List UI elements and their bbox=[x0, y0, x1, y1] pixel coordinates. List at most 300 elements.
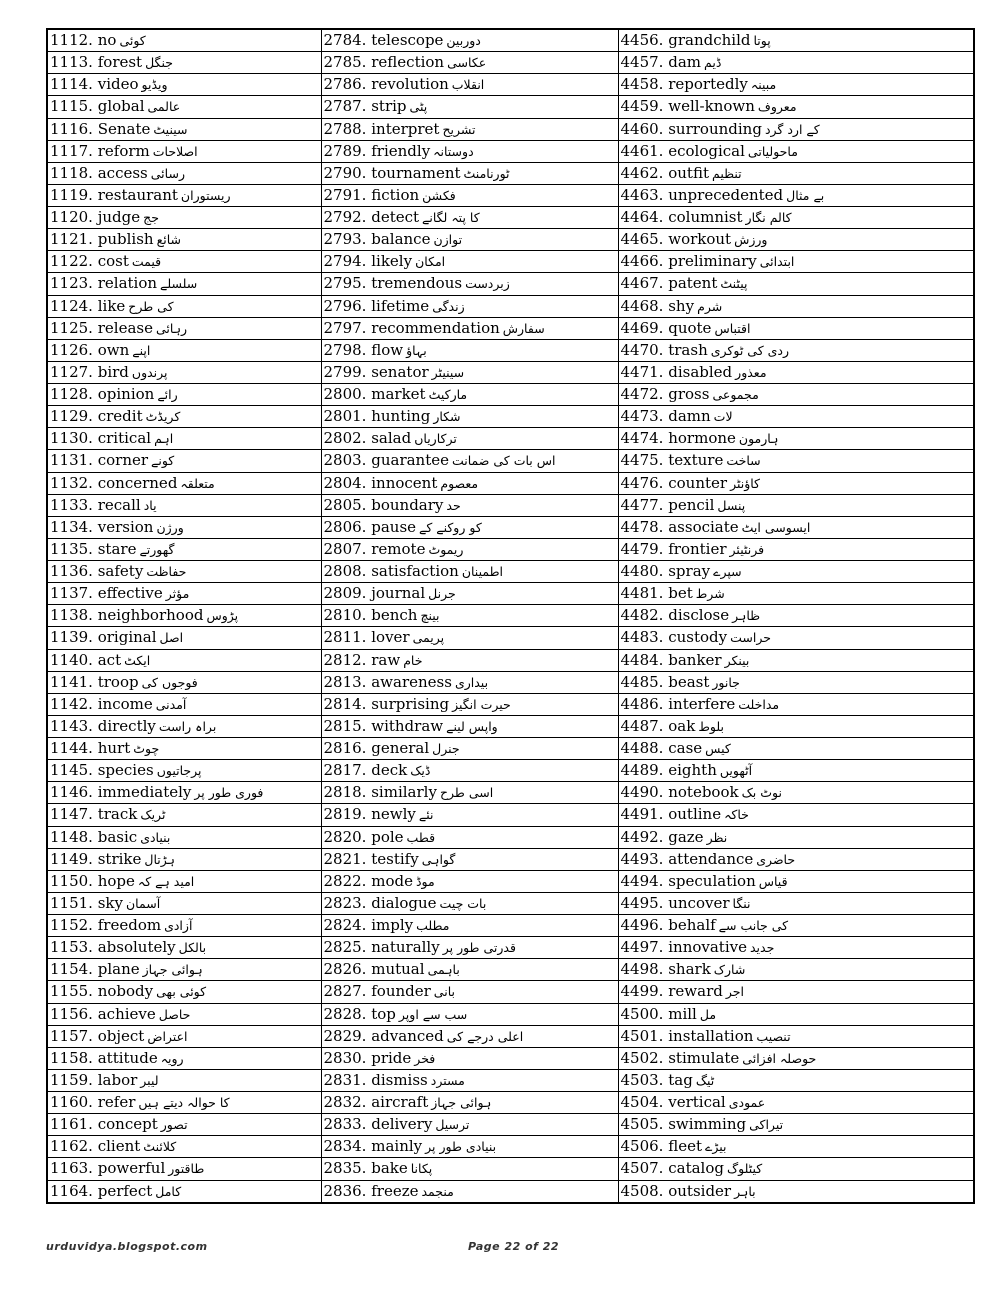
english-word: disclose bbox=[668, 606, 730, 625]
urdu-translation: کاؤنٹر bbox=[730, 475, 761, 491]
vocab-cell bbox=[321, 892, 618, 914]
urdu-translation: گھورتے bbox=[139, 541, 175, 557]
english-word: pride bbox=[371, 1048, 412, 1067]
vocab-cell bbox=[47, 339, 321, 361]
table-row bbox=[47, 959, 974, 981]
english-entry bbox=[50, 429, 151, 447]
urdu-translation: آمدنی bbox=[155, 696, 187, 712]
english-word: stare bbox=[97, 539, 137, 558]
vocab-cell bbox=[618, 937, 974, 959]
urdu-translation: ایکٹ bbox=[124, 652, 151, 668]
english-word: mill bbox=[668, 1004, 697, 1023]
english-entry bbox=[621, 142, 745, 160]
english-word: journal bbox=[371, 584, 426, 603]
english-entry bbox=[621, 31, 751, 49]
vocab-cell bbox=[321, 384, 618, 406]
entry-number: 2786. bbox=[323, 75, 367, 94]
urdu-translation: بنیادی bbox=[140, 829, 171, 845]
english-word: plane bbox=[97, 960, 140, 979]
entry-number: 4502. bbox=[620, 1048, 664, 1067]
vocab-cell bbox=[321, 848, 618, 870]
urdu-translation: دوستانہ bbox=[433, 143, 474, 159]
vocab-cell bbox=[618, 450, 974, 472]
english-entry bbox=[324, 31, 444, 49]
english-entry bbox=[324, 341, 404, 359]
english-word: safety bbox=[97, 562, 144, 581]
english-word: sky bbox=[97, 893, 123, 912]
entry-number: 2821. bbox=[323, 849, 367, 868]
english-entry bbox=[50, 695, 153, 713]
urdu-translation: منجمد bbox=[421, 1183, 454, 1199]
urdu-translation: عالمی bbox=[147, 99, 181, 115]
vocab-cell bbox=[321, 52, 618, 74]
entry-number: 2801. bbox=[323, 407, 367, 426]
english-entry bbox=[621, 1159, 724, 1177]
english-word: notebook bbox=[668, 783, 739, 802]
english-word: strike bbox=[97, 849, 142, 868]
english-word: version bbox=[97, 517, 154, 536]
urdu-translation: شارک bbox=[713, 962, 746, 978]
urdu-translation: کریڈٹ bbox=[145, 409, 181, 425]
english-word: pencil bbox=[668, 495, 715, 514]
entry-number: 2792. bbox=[323, 208, 367, 227]
entry-number: 4497. bbox=[620, 938, 664, 957]
english-word: Senate bbox=[97, 119, 151, 138]
urdu-translation: حاصل bbox=[158, 1006, 191, 1022]
entry-number: 1149. bbox=[50, 849, 93, 868]
entry-number: 4467. bbox=[620, 274, 664, 293]
vocab-cell bbox=[618, 826, 974, 848]
urdu-translation: کیٹلوگ bbox=[726, 1161, 763, 1177]
english-word: powerful bbox=[97, 1159, 166, 1178]
urdu-translation: کی طرح bbox=[128, 298, 174, 314]
vocab-cell bbox=[47, 738, 321, 760]
urdu-translation: خام bbox=[403, 652, 423, 668]
urdu-translation: حوصلہ افزائی bbox=[742, 1050, 817, 1066]
urdu-translation: متعلقہ bbox=[180, 475, 215, 491]
english-word: custody bbox=[668, 628, 728, 647]
vocab-cell bbox=[47, 207, 321, 229]
english-word: naturally bbox=[371, 938, 440, 957]
vocab-cell bbox=[47, 1136, 321, 1158]
entry-number: 2825. bbox=[323, 938, 367, 957]
english-word: banker bbox=[668, 650, 722, 669]
vocab-cell bbox=[47, 760, 321, 782]
entry-number: 1123. bbox=[50, 274, 93, 293]
entry-number: 1115. bbox=[50, 97, 93, 116]
entry-number: 2819. bbox=[323, 805, 367, 824]
english-entry bbox=[50, 739, 130, 757]
english-entry bbox=[621, 385, 710, 403]
table-row bbox=[47, 538, 974, 560]
vocab-cell bbox=[618, 959, 974, 981]
english-entry bbox=[50, 606, 203, 624]
english-entry bbox=[324, 606, 418, 624]
urdu-translation: ٹریک bbox=[140, 807, 166, 823]
urdu-translation: طاقتور bbox=[168, 1161, 205, 1177]
english-entry bbox=[50, 1115, 158, 1133]
vocab-cell bbox=[618, 29, 974, 52]
entry-number: 2796. bbox=[323, 296, 367, 315]
entry-number: 4492. bbox=[620, 827, 664, 846]
english-entry bbox=[50, 584, 163, 602]
urdu-translation: اعتراض bbox=[147, 1028, 188, 1044]
urdu-translation: حفاظت bbox=[146, 564, 187, 580]
english-entry bbox=[50, 1137, 140, 1155]
urdu-translation: اصل bbox=[159, 630, 184, 646]
english-entry bbox=[621, 274, 718, 292]
entry-number: 1158. bbox=[50, 1048, 93, 1067]
urdu-translation: سپرے bbox=[713, 564, 742, 580]
english-entry bbox=[50, 673, 139, 691]
vocab-cell bbox=[321, 760, 618, 782]
english-word: deck bbox=[371, 761, 408, 780]
urdu-translation: کی جانب سے bbox=[718, 918, 789, 934]
english-word: general bbox=[371, 739, 430, 758]
vocab-cell bbox=[47, 649, 321, 671]
vocab-cell bbox=[47, 384, 321, 406]
english-entry bbox=[50, 451, 148, 469]
entry-number: 2804. bbox=[323, 473, 367, 492]
english-entry bbox=[50, 186, 178, 204]
english-entry bbox=[621, 341, 708, 359]
vocab-cell bbox=[321, 472, 618, 494]
urdu-translation: ماحولیاتی bbox=[747, 143, 798, 159]
urdu-translation: ابتدائی bbox=[759, 254, 795, 270]
vocab-cell bbox=[321, 782, 618, 804]
english-word: concerned bbox=[97, 473, 178, 492]
vocab-cell bbox=[47, 162, 321, 184]
entry-number: 2814. bbox=[323, 694, 367, 713]
vocab-cell bbox=[321, 207, 618, 229]
urdu-translation: کوئی bbox=[119, 33, 146, 49]
vocab-cell bbox=[618, 1025, 974, 1047]
urdu-translation: ڈیم bbox=[704, 55, 722, 71]
english-entry bbox=[50, 1159, 165, 1177]
english-entry bbox=[50, 341, 129, 359]
entry-number: 2813. bbox=[323, 672, 367, 691]
entry-number: 2797. bbox=[323, 318, 367, 337]
vocab-cell bbox=[618, 804, 974, 826]
vocab-cell bbox=[618, 207, 974, 229]
vocab-cell bbox=[618, 1003, 974, 1025]
vocab-cell bbox=[618, 605, 974, 627]
entry-number: 1125. bbox=[50, 318, 93, 337]
entry-number: 1159. bbox=[50, 1070, 93, 1089]
table-row bbox=[47, 892, 974, 914]
vocab-cell bbox=[47, 29, 321, 52]
english-entry bbox=[324, 651, 401, 669]
vocab-cell bbox=[618, 118, 974, 140]
english-entry bbox=[50, 208, 140, 226]
english-word: bet bbox=[668, 584, 693, 603]
urdu-translation: چوٹ bbox=[133, 741, 160, 757]
english-entry bbox=[50, 894, 123, 912]
entry-number: 1135. bbox=[50, 539, 93, 558]
table-row bbox=[47, 1047, 974, 1069]
entry-number: 4493. bbox=[620, 849, 664, 868]
urdu-translation: تنصیب bbox=[756, 1028, 791, 1044]
entry-number: 4477. bbox=[620, 495, 664, 514]
table-row bbox=[47, 1092, 974, 1114]
vocab-cell bbox=[321, 1158, 618, 1180]
english-entry bbox=[50, 850, 141, 868]
english-word: shark bbox=[668, 960, 711, 979]
urdu-translation: آسمان bbox=[126, 895, 161, 911]
vocab-cell bbox=[47, 561, 321, 583]
english-word: oak bbox=[668, 716, 696, 735]
entry-number: 4500. bbox=[620, 1004, 664, 1023]
vocab-cell bbox=[321, 1092, 618, 1114]
entry-number: 2788. bbox=[323, 119, 367, 138]
urdu-translation: بالکل bbox=[178, 940, 207, 956]
urdu-translation: نوٹ بک bbox=[741, 785, 782, 801]
entry-number: 2815. bbox=[323, 716, 367, 735]
english-entry bbox=[621, 496, 715, 514]
english-word: speculation bbox=[668, 871, 756, 890]
english-word: neighborhood bbox=[97, 606, 204, 625]
english-word: tag bbox=[668, 1070, 693, 1089]
english-word: act bbox=[97, 650, 122, 669]
english-word: hunting bbox=[371, 407, 431, 426]
english-word: mutual bbox=[371, 960, 425, 979]
english-entry bbox=[621, 1137, 703, 1155]
english-entry bbox=[324, 783, 437, 801]
entry-number: 4459. bbox=[620, 97, 664, 116]
english-word: client bbox=[97, 1137, 141, 1156]
entry-number: 2823. bbox=[323, 893, 367, 912]
english-entry bbox=[324, 872, 413, 890]
urdu-translation: رہائی bbox=[155, 320, 188, 336]
entry-number: 4504. bbox=[620, 1093, 664, 1112]
english-word: workout bbox=[668, 230, 732, 249]
english-entry bbox=[324, 230, 431, 248]
vocab-cell bbox=[618, 162, 974, 184]
english-word: absolutely bbox=[97, 938, 176, 957]
english-entry bbox=[50, 164, 148, 182]
english-entry bbox=[324, 982, 431, 1000]
english-entry bbox=[324, 429, 412, 447]
urdu-translation: ترسیل bbox=[435, 1117, 470, 1133]
english-word: patent bbox=[668, 274, 718, 293]
table-row bbox=[47, 29, 974, 52]
english-word: raw bbox=[371, 650, 401, 669]
english-word: publish bbox=[97, 230, 154, 249]
urdu-translation: کو روکنے کے bbox=[419, 519, 482, 535]
english-entry bbox=[621, 673, 710, 691]
vocab-cell bbox=[47, 981, 321, 1003]
table-row bbox=[47, 1003, 974, 1025]
english-entry bbox=[324, 1071, 428, 1089]
vocab-cell bbox=[618, 892, 974, 914]
english-word: like bbox=[97, 296, 126, 315]
vocab-cell bbox=[618, 693, 974, 715]
english-entry bbox=[621, 828, 704, 846]
urdu-translation: معصوم bbox=[440, 475, 479, 491]
vocab-cell bbox=[47, 428, 321, 450]
english-entry bbox=[324, 1027, 444, 1045]
english-entry bbox=[324, 1137, 423, 1155]
entry-number: 2832. bbox=[323, 1093, 367, 1112]
urdu-translation: فخر bbox=[414, 1050, 436, 1066]
english-word: guarantee bbox=[371, 451, 449, 470]
english-word: awareness bbox=[371, 672, 452, 691]
entry-number: 1139. bbox=[50, 628, 93, 647]
urdu-translation: باہمی bbox=[427, 962, 460, 978]
urdu-translation: تصور bbox=[160, 1117, 188, 1133]
entry-number: 1150. bbox=[50, 871, 93, 890]
vocab-cell bbox=[618, 561, 974, 583]
english-word: recall bbox=[97, 495, 141, 514]
english-word: cost bbox=[97, 252, 129, 271]
english-entry bbox=[50, 319, 153, 337]
urdu-translation: قطب bbox=[406, 829, 436, 845]
entry-number: 2798. bbox=[323, 340, 367, 359]
vocab-cell bbox=[47, 118, 321, 140]
vocab-cell bbox=[321, 627, 618, 649]
english-word: outfit bbox=[668, 163, 709, 182]
urdu-translation: خاکہ bbox=[724, 807, 749, 823]
vocab-cell bbox=[47, 1069, 321, 1091]
vocab-cell bbox=[47, 96, 321, 118]
vocab-cell bbox=[47, 1025, 321, 1047]
entry-number: 2806. bbox=[323, 517, 367, 536]
english-word: mainly bbox=[371, 1137, 423, 1156]
entry-number: 2818. bbox=[323, 783, 367, 802]
english-entry bbox=[621, 805, 722, 823]
entry-number: 1162. bbox=[50, 1137, 93, 1156]
entry-number: 2816. bbox=[323, 739, 367, 758]
urdu-translation: اس بات کی ضمانت bbox=[452, 453, 556, 469]
english-entry bbox=[621, 1049, 740, 1067]
entry-number: 4495. bbox=[620, 893, 664, 912]
entry-number: 1164. bbox=[50, 1181, 93, 1200]
english-word: income bbox=[97, 694, 153, 713]
entry-number: 1124. bbox=[50, 296, 93, 315]
vocab-cell bbox=[618, 715, 974, 737]
english-entry bbox=[50, 960, 140, 978]
entry-number: 4458. bbox=[620, 75, 664, 94]
english-word: telescope bbox=[371, 31, 444, 50]
entry-number: 4484. bbox=[620, 650, 664, 669]
vocab-cell bbox=[618, 384, 974, 406]
english-entry bbox=[324, 1093, 429, 1111]
vocab-cell bbox=[321, 1003, 618, 1025]
vocab-cell bbox=[618, 140, 974, 162]
english-entry bbox=[324, 53, 445, 71]
vocab-cell bbox=[321, 937, 618, 959]
english-entry bbox=[50, 363, 129, 381]
english-word: friendly bbox=[371, 141, 431, 160]
entry-number: 2784. bbox=[323, 31, 367, 50]
vocab-cell bbox=[47, 627, 321, 649]
entry-number: 2835. bbox=[323, 1159, 367, 1178]
english-word: columnist bbox=[668, 208, 743, 227]
english-word: senator bbox=[371, 362, 429, 381]
english-word: opinion bbox=[97, 385, 155, 404]
english-entry bbox=[324, 695, 450, 713]
entry-number: 1112. bbox=[50, 31, 93, 50]
english-word: top bbox=[371, 1004, 396, 1023]
english-entry bbox=[50, 540, 136, 558]
english-entry bbox=[50, 496, 141, 514]
vocab-cell bbox=[321, 1114, 618, 1136]
english-word: no bbox=[97, 31, 117, 50]
entry-number: 2800. bbox=[323, 385, 367, 404]
entry-number: 2805. bbox=[323, 495, 367, 514]
english-entry bbox=[621, 1005, 697, 1023]
english-entry bbox=[621, 75, 748, 93]
entry-number: 4476. bbox=[620, 473, 664, 492]
vocab-cell bbox=[321, 251, 618, 273]
english-entry bbox=[324, 75, 449, 93]
english-entry bbox=[324, 960, 425, 978]
english-entry bbox=[621, 1027, 754, 1045]
vocab-cell bbox=[47, 251, 321, 273]
vocab-cell bbox=[618, 915, 974, 937]
english-word: dam bbox=[668, 53, 702, 72]
urdu-translation: کیس bbox=[705, 741, 731, 757]
english-word: grandchild bbox=[668, 31, 751, 50]
urdu-translation: دوربین bbox=[446, 33, 481, 49]
english-word: damn bbox=[668, 407, 711, 426]
vocab-cell bbox=[321, 538, 618, 560]
urdu-translation: حراست bbox=[730, 630, 771, 646]
vocab-cell bbox=[321, 428, 618, 450]
vocab-cell bbox=[321, 1136, 618, 1158]
english-word: balance bbox=[371, 230, 431, 249]
english-entry bbox=[621, 53, 702, 71]
table-row bbox=[47, 1136, 974, 1158]
english-entry bbox=[324, 805, 416, 823]
english-entry bbox=[324, 297, 430, 315]
entry-number: 2836. bbox=[323, 1181, 367, 1200]
entry-number: 2812. bbox=[323, 650, 367, 669]
english-entry bbox=[324, 164, 461, 182]
english-entry bbox=[621, 872, 756, 890]
vocab-cell bbox=[618, 96, 974, 118]
english-word: lover bbox=[371, 628, 410, 647]
urdu-translation: انقلاب bbox=[451, 77, 485, 93]
english-word: vertical bbox=[668, 1093, 726, 1112]
footer-site-url: urduvidya.blogspot.com bbox=[46, 1240, 208, 1253]
english-entry bbox=[621, 850, 754, 868]
english-word: bake bbox=[371, 1159, 408, 1178]
english-word: outline bbox=[668, 805, 722, 824]
english-entry bbox=[50, 142, 150, 160]
urdu-translation: شرم bbox=[697, 298, 723, 314]
english-entry bbox=[50, 474, 177, 492]
entry-number: 1160. bbox=[50, 1093, 93, 1112]
vocab-cell bbox=[618, 516, 974, 538]
vocab-cell bbox=[321, 295, 618, 317]
entry-number: 1128. bbox=[50, 385, 93, 404]
english-entry bbox=[324, 319, 500, 337]
table-row bbox=[47, 184, 974, 206]
entry-number: 4506. bbox=[620, 1137, 664, 1156]
urdu-translation: مداخلت bbox=[738, 696, 780, 712]
entry-number: 1133. bbox=[50, 495, 93, 514]
urdu-translation: تیراکی bbox=[749, 1117, 784, 1133]
entry-number: 1148. bbox=[50, 827, 93, 846]
entry-number: 1121. bbox=[50, 230, 93, 249]
entry-number: 1118. bbox=[50, 163, 93, 182]
entry-number: 4466. bbox=[620, 252, 664, 271]
urdu-translation: ننگا bbox=[732, 895, 751, 911]
entry-number: 4496. bbox=[620, 916, 664, 935]
entry-number: 2817. bbox=[323, 761, 367, 780]
english-entry bbox=[324, 628, 410, 646]
